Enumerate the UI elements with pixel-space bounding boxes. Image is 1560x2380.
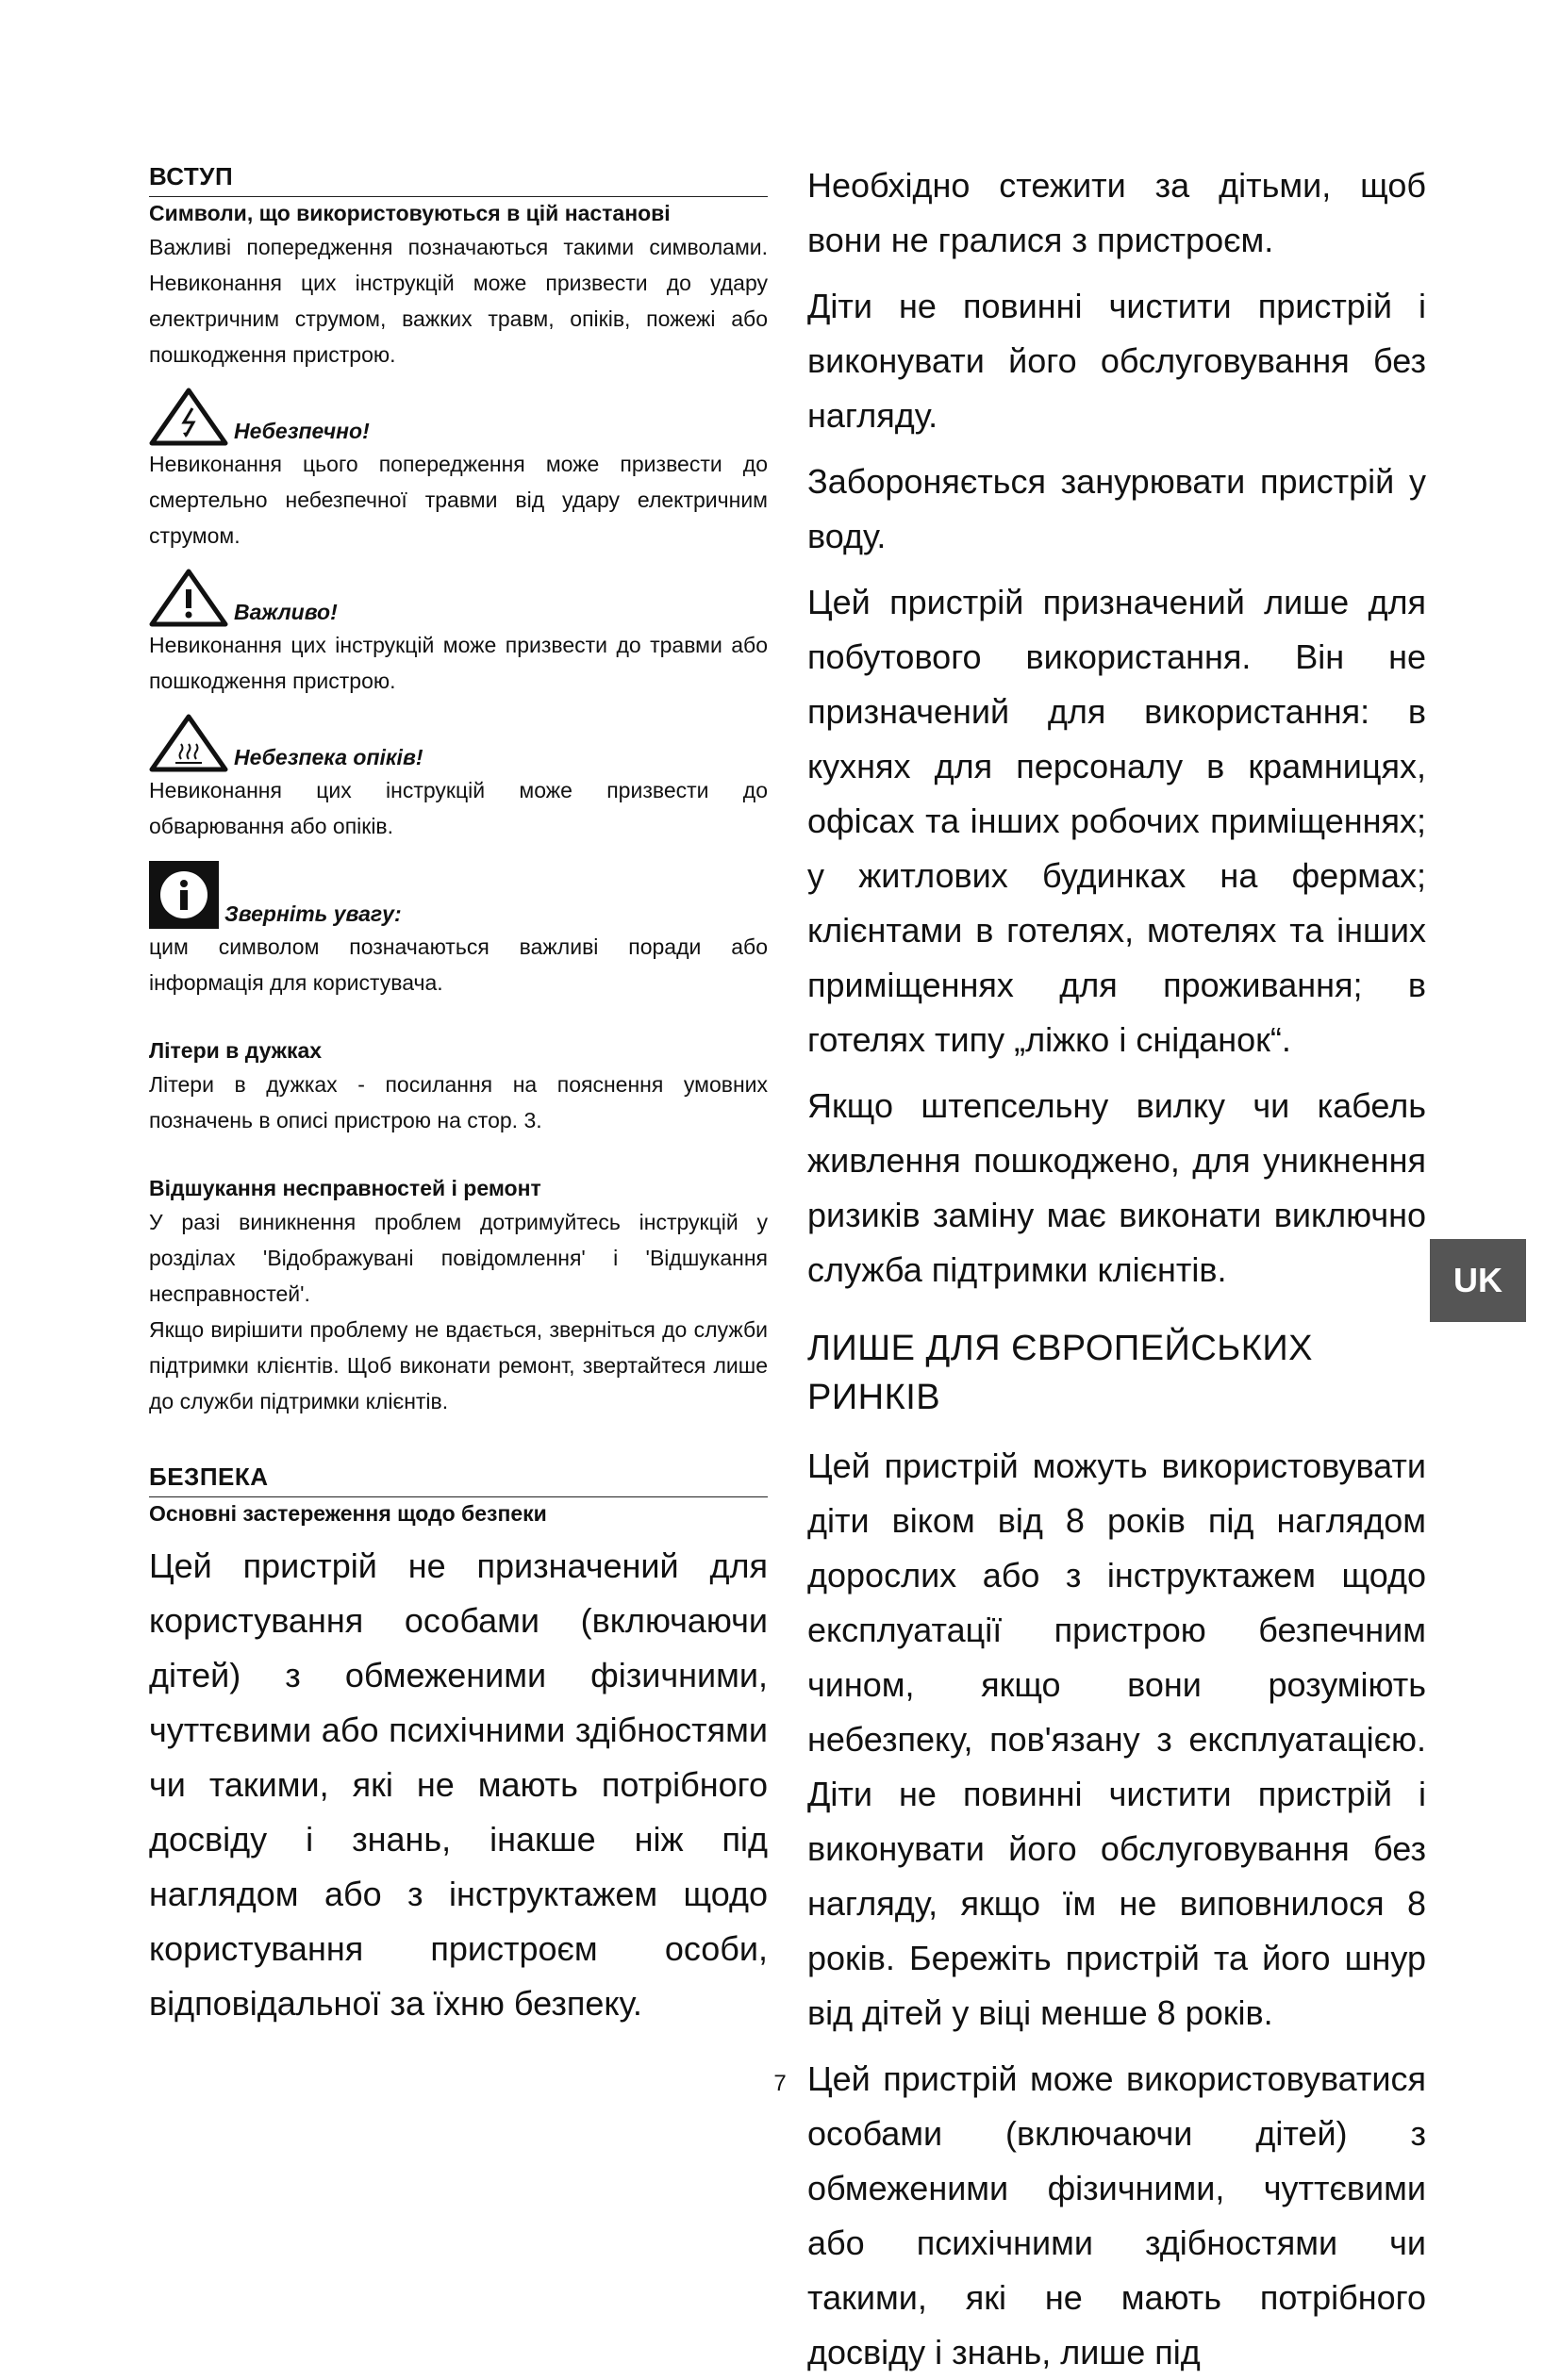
- eu-reduced-capabilities-text: Цей пристрій може використовуватися особами (включаючи дітей) з обмеженими фізичними, чуттєвими або психічними здібностями чи такими, які не мають потрібного досвіду і знань, лише під: [807, 2059, 1426, 2372]
- troubleshooting-title: Відшукання несправностей і ремонт: [149, 1176, 541, 1200]
- page-number: 7: [773, 2071, 787, 2096]
- note-label: Зверніть увагу:: [224, 901, 402, 926]
- hot-surface-warning-icon: [149, 714, 228, 772]
- safety-text: Цей пристрій не призначений для користування особами (включаючи дітей) з обмеженими фізичними, чуттєвими або психічними здібностями чи такими, які не мають потрібного досвіду і знань, інакше ніж під наглядом або з інструктажем щодо користування пристроєм особи, відповідальної за їхню безпеку.: [149, 1546, 768, 2023]
- important-text: Невиконання цих інструкцій може призвести до травми або пошкодження пристрою.: [149, 633, 768, 693]
- safety-subtitle: Основні застереження щодо безпеки: [149, 1501, 547, 1526]
- note-text: цим символом позначаються важливі поради або інформація для користувача.: [149, 934, 768, 995]
- danger-label: Небезпечно!: [234, 419, 370, 443]
- troubleshooting-text-2: Якщо вирішити проблему не вдається, зверніться до служби підтримки клієнтів. Щоб виконати ремонт, звертайтеся лише до служби підтримки клієнтів.: [149, 1317, 768, 1413]
- children-cleaning-text: Діти не повинні чистити пристрій і виконувати його обслуговування без нагляду.: [807, 287, 1426, 435]
- damaged-cable-text: Якщо штепсельну вилку чи кабель живлення пошкоджено, для уникнення ризиків заміну має виконати виключно служба підтримки клієнтів.: [807, 1086, 1426, 1289]
- eu-children-text: Цей пристрій можуть використовувати діти віком від 8 років під наглядом дорослих або з інструктажем щодо експлуатації пристрою безпечним чином, якщо вони розуміють небезпеку, пов'язану з експлуатацією. Діти не повинні чистити пристрій і виконувати його обслуговування без нагляду, якщо їм не виповнилося 8 років. Бережіть пристрій та його шнур від дітей у віці менше 8 років.: [807, 1446, 1426, 2032]
- language-tab: UK: [1430, 1239, 1526, 1322]
- burn-text: Невиконання цих інструкцій може призвести до обварювання або опіків.: [149, 778, 768, 838]
- troubleshooting-text-1: У разі виникнення проблем дотримуйтесь інструкцій у розділах 'Відображувані повідомлення' і 'Відшукання несправностей'.: [149, 1210, 768, 1306]
- note-header: [149, 859, 768, 929]
- burn-label: Небезпека опіків!: [234, 745, 423, 769]
- letters-title: Літери в дужках: [149, 1038, 323, 1063]
- important-label: Важливо!: [234, 600, 338, 624]
- intro-title: ВСТУП: [149, 162, 234, 190]
- letters-text: Літери в дужках - посилання на пояснення умовних позначень в описі пристрою на стор. 3.: [149, 1072, 768, 1132]
- info-icon: [149, 861, 219, 929]
- important-warning-header: [149, 569, 768, 627]
- symbols-text: Важливі попередження позначаються такими символами. Невиконання цих інструкцій може призвести до удару електричним струмом, важких травм, опіків, пожежі або пошкодження пристрою.: [149, 235, 768, 367]
- electric-shock-warning-icon: [149, 388, 228, 446]
- danger-warning-header: [149, 388, 768, 446]
- eu-markets-heading: ЛИШЕ ДЛЯ ЄВРОПЕЙСЬКИХ РИНКІВ: [807, 1329, 1314, 1417]
- no-immersion-text: Забороняється занурювати пристрій у воду.: [807, 462, 1426, 555]
- children-supervision-text: Необхідно стежити за дітьми, щоб вони не гралися з пристроєм.: [807, 166, 1426, 259]
- danger-text: Невиконання цього попередження може призвести до смертельно небезпечної травми від удару електричним струмом.: [149, 452, 768, 548]
- safety-title: БЕЗПЕКА: [149, 1463, 269, 1491]
- left-column: [149, 160, 768, 2031]
- right-column: [807, 158, 1426, 2380]
- exclamation-warning-icon: [149, 569, 228, 627]
- household-use-text: Цей пристрій призначений лише для побутового використання. Він не призначений для використання: в кухнях для персоналу в крамницях, офісах та інших робочих приміщеннях; у житлових будинках на фермах; клієнтами в готелях, мотелях та інших приміщеннях для проживання; в готелях типу „ліжко і сніданок“.: [807, 583, 1426, 1059]
- burn-warning-header: [149, 714, 768, 772]
- symbols-subtitle: Символи, що використовуються в цій настанові: [149, 201, 671, 225]
